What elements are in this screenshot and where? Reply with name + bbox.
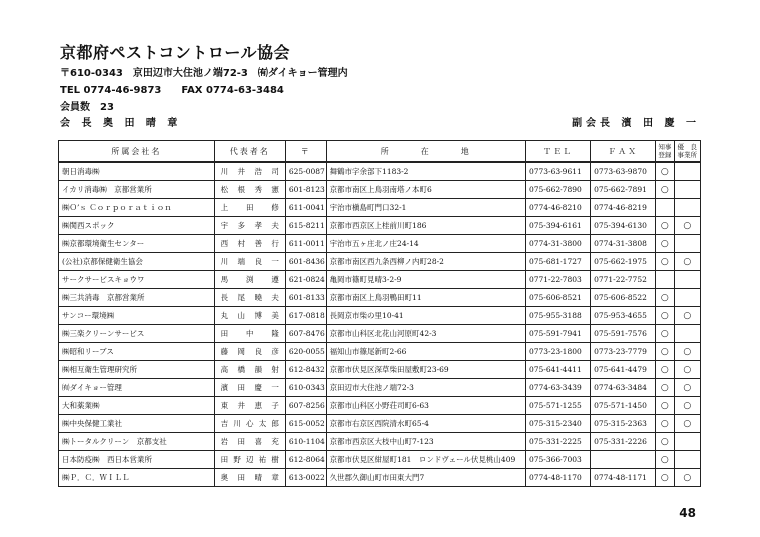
cell-pref: ○ bbox=[656, 361, 674, 379]
cell-rep: 川井浩司 bbox=[214, 162, 285, 181]
cell-fax: 0773-23-7779 bbox=[591, 343, 656, 361]
cell-pref: ○ bbox=[656, 217, 674, 235]
cell-company: 大和薬業㈱ bbox=[59, 397, 215, 415]
cell-fax: 0774-48-1171 bbox=[591, 469, 656, 487]
cell-fax: 075-591-7576 bbox=[591, 325, 656, 343]
cell-company: ㈲ダイキョー管理 bbox=[59, 379, 215, 397]
cell-rep: 田中隆 bbox=[214, 325, 285, 343]
cell-tel: 0774-48-1170 bbox=[525, 469, 590, 487]
cell-tel: 075-662-7890 bbox=[525, 181, 590, 199]
cell-zip: 601-8123 bbox=[285, 181, 326, 199]
cell-fax: 0774-46-8219 bbox=[591, 199, 656, 217]
cell-tel: 075-394-6161 bbox=[525, 217, 590, 235]
cell-pref: ○ bbox=[656, 415, 674, 433]
cell-excellent bbox=[674, 181, 701, 199]
table-row bbox=[59, 415, 701, 433]
cell-address: 宇治市槇島町門口32-1 bbox=[326, 199, 525, 217]
header-fax: ＦＡＸ bbox=[591, 141, 656, 163]
cell-tel: 075-606-8521 bbox=[525, 289, 590, 307]
cell-rep: 岩田喜充 bbox=[214, 433, 285, 451]
cell-zip: 617-0818 bbox=[285, 307, 326, 325]
table-row bbox=[59, 325, 701, 343]
cell-zip: 610-0343 bbox=[285, 379, 326, 397]
cell-rep: 丸山博美 bbox=[214, 307, 285, 325]
cell-pref: ○ bbox=[656, 235, 674, 253]
table-row bbox=[59, 235, 701, 253]
table-row bbox=[59, 217, 701, 235]
cell-pref: ○ bbox=[656, 397, 674, 415]
cell-excellent bbox=[674, 235, 701, 253]
cell-rep: 奥田晴章 bbox=[214, 469, 285, 487]
cell-company: ㈱京都環境衛生センター bbox=[59, 235, 215, 253]
cell-pref: ○ bbox=[656, 181, 674, 199]
cell-pref bbox=[656, 199, 674, 217]
cell-zip: 612-8064 bbox=[285, 451, 326, 469]
member-count: 会員数 23 bbox=[60, 102, 114, 113]
cell-address: 京都市山科区北花山河原町42-3 bbox=[326, 325, 525, 343]
table-row bbox=[59, 181, 701, 199]
page-number: 48 bbox=[679, 506, 696, 520]
chairman: 会 長 奥 田 晴 章 bbox=[60, 118, 182, 129]
cell-address: 長岡京市柴の里10-41 bbox=[326, 307, 525, 325]
cell-rep: 濱田慶一 bbox=[214, 379, 285, 397]
cell-fax: 075-953-4655 bbox=[591, 307, 656, 325]
cell-tel: 075-315-2340 bbox=[525, 415, 590, 433]
cell-fax: 075-606-8522 bbox=[591, 289, 656, 307]
cell-company: サークサービスキョウワ bbox=[59, 271, 215, 289]
cell-tel: 0774-46-8210 bbox=[525, 199, 590, 217]
cell-excellent bbox=[674, 433, 701, 451]
cell-address: 京都市南区西九条西柳ノ内町28-2 bbox=[326, 253, 525, 271]
header-company: 所属会社名 bbox=[59, 141, 215, 163]
association-tel-fax: TEL 0774-46-9873 FAX 0774-63-3484 bbox=[60, 85, 284, 96]
cell-company: ㈱関西スポック bbox=[59, 217, 215, 235]
cell-excellent: ○ bbox=[674, 217, 701, 235]
cell-zip: 613-0022 bbox=[285, 469, 326, 487]
cell-fax bbox=[591, 451, 656, 469]
cell-zip: 620-0055 bbox=[285, 343, 326, 361]
cell-pref: ○ bbox=[656, 289, 674, 307]
cell-pref: ○ bbox=[656, 307, 674, 325]
table-row bbox=[59, 433, 701, 451]
cell-tel: 0773-63-9611 bbox=[525, 162, 590, 181]
header-zip: 〒 bbox=[285, 141, 326, 163]
cell-zip: 607-8476 bbox=[285, 325, 326, 343]
cell-excellent: ○ bbox=[674, 307, 701, 325]
cell-fax: 0773-63-9870 bbox=[591, 162, 656, 181]
cell-rep: 藤岡良彦 bbox=[214, 343, 285, 361]
cell-rep: 田野辺祐樹 bbox=[214, 451, 285, 469]
cell-pref: ○ bbox=[656, 162, 674, 181]
cell-company: ㈱トータルクリーン 京都支社 bbox=[59, 433, 215, 451]
cell-fax: 075-662-7891 bbox=[591, 181, 656, 199]
cell-zip: 601-8133 bbox=[285, 289, 326, 307]
cell-company: 日本防疫㈱ 西日本営業所 bbox=[59, 451, 215, 469]
cell-zip: 621-0824 bbox=[285, 271, 326, 289]
cell-zip: 611-0041 bbox=[285, 199, 326, 217]
cell-company: ㈱Ｏ’ｓ Ｃｏｒｐｏｒａｔｉｏｎ bbox=[59, 199, 215, 217]
cell-fax: 0771-22-7752 bbox=[591, 271, 656, 289]
cell-address: 京都市伏見区深草柴田屋敷町23-69 bbox=[326, 361, 525, 379]
cell-rep: 馬渕遵 bbox=[214, 271, 285, 289]
cell-company: 朝日消毒㈱ bbox=[59, 162, 215, 181]
vice-chairman: 副会長 濱 田 慶 一 bbox=[572, 118, 700, 129]
table-row bbox=[59, 307, 701, 325]
header-excellent-business: 優 良事業所 bbox=[674, 141, 701, 163]
cell-tel: 0773-23-1800 bbox=[525, 343, 590, 361]
header-rep: 代表者名 bbox=[214, 141, 285, 163]
cell-zip: 615-8211 bbox=[285, 217, 326, 235]
table-header-row bbox=[59, 141, 701, 163]
cell-address: 舞鶴市字余部下1183-2 bbox=[326, 162, 525, 181]
cell-fax: 0774-31-3808 bbox=[591, 235, 656, 253]
cell-zip: 615-0052 bbox=[285, 415, 326, 433]
cell-address: 京都市南区上鳥羽南塔ノ本町6 bbox=[326, 181, 525, 199]
cell-pref: ○ bbox=[656, 253, 674, 271]
table-row bbox=[59, 271, 701, 289]
cell-company: ㈱三共消毒 京都営業所 bbox=[59, 289, 215, 307]
header-address: 所 在 地 bbox=[326, 141, 525, 163]
cell-zip: 610-1104 bbox=[285, 433, 326, 451]
cell-address: 京都市西京区大枝中山町7-123 bbox=[326, 433, 525, 451]
table-row bbox=[59, 361, 701, 379]
cell-rep: 西村善行 bbox=[214, 235, 285, 253]
cell-zip: 611-0011 bbox=[285, 235, 326, 253]
table-row bbox=[59, 343, 701, 361]
cell-rep: 松根秀憲 bbox=[214, 181, 285, 199]
cell-excellent bbox=[674, 162, 701, 181]
page-title: 京都府ペストコントロール協会 bbox=[60, 43, 291, 62]
table-row bbox=[59, 451, 701, 469]
cell-fax: 075-641-4479 bbox=[591, 361, 656, 379]
cell-zip: 625-0087 bbox=[285, 162, 326, 181]
cell-address: 京都市南区上鳥羽鴨田町11 bbox=[326, 289, 525, 307]
table-row bbox=[59, 469, 701, 487]
cell-fax: 075-331-2226 bbox=[591, 433, 656, 451]
cell-excellent: ○ bbox=[674, 361, 701, 379]
cell-address: 亀岡市篠町見晴3-2-9 bbox=[326, 271, 525, 289]
cell-address: 福知山市篠尾新町2-66 bbox=[326, 343, 525, 361]
header-tel: ＴＥＬ bbox=[525, 141, 590, 163]
cell-excellent: ○ bbox=[674, 397, 701, 415]
cell-fax: 075-571-1450 bbox=[591, 397, 656, 415]
cell-excellent: ○ bbox=[674, 415, 701, 433]
cell-company: イカリ消毒㈱ 京都営業所 bbox=[59, 181, 215, 199]
association-address: 〒610-0343 京田辺市大住池ノ端72-3 ㈲ダイキョー管理内 bbox=[60, 68, 348, 79]
cell-address: 京都市右京区西院清水町65-4 bbox=[326, 415, 525, 433]
table-row bbox=[59, 253, 701, 271]
cell-excellent: ○ bbox=[674, 469, 701, 487]
cell-tel: 075-641-4411 bbox=[525, 361, 590, 379]
cell-excellent: ○ bbox=[674, 379, 701, 397]
cell-tel: 075-331-2225 bbox=[525, 433, 590, 451]
cell-excellent: ○ bbox=[674, 253, 701, 271]
cell-rep: 宇多孝夫 bbox=[214, 217, 285, 235]
cell-tel: 075-591-7941 bbox=[525, 325, 590, 343]
cell-pref: ○ bbox=[656, 325, 674, 343]
cell-pref bbox=[656, 271, 674, 289]
cell-company: サンコー環境㈱ bbox=[59, 307, 215, 325]
cell-excellent: ○ bbox=[674, 343, 701, 361]
cell-rep: 東井恵子 bbox=[214, 397, 285, 415]
cell-rep: 高橋韻射 bbox=[214, 361, 285, 379]
cell-rep: 川端良一 bbox=[214, 253, 285, 271]
table-row bbox=[59, 162, 701, 181]
cell-zip: 607-8256 bbox=[285, 397, 326, 415]
cell-address: 京都市伏見区紺屋町181 ロンドヴェール伏見桃山409 bbox=[326, 451, 525, 469]
cell-pref: ○ bbox=[656, 451, 674, 469]
cell-tel: 0774-63-3439 bbox=[525, 379, 590, 397]
table-row bbox=[59, 199, 701, 217]
cell-excellent bbox=[674, 289, 701, 307]
cell-excellent bbox=[674, 325, 701, 343]
cell-company: ㈱中央保健工業社 bbox=[59, 415, 215, 433]
cell-fax: 075-315-2363 bbox=[591, 415, 656, 433]
cell-address: 宇治市五ヶ庄北ノ庄24-14 bbox=[326, 235, 525, 253]
cell-fax: 075-394-6130 bbox=[591, 217, 656, 235]
cell-address: 京都市山科区小野荘司町6-63 bbox=[326, 397, 525, 415]
header-pref-registered: 知事登録 bbox=[656, 141, 674, 163]
cell-tel: 075-571-1255 bbox=[525, 397, 590, 415]
cell-zip: 601-8436 bbox=[285, 253, 326, 271]
cell-tel: 0774-31-3800 bbox=[525, 235, 590, 253]
cell-pref: ○ bbox=[656, 379, 674, 397]
cell-fax: 0774-63-3484 bbox=[591, 379, 656, 397]
cell-pref: ○ bbox=[656, 343, 674, 361]
cell-address: 京都市西京区上桂前川町186 bbox=[326, 217, 525, 235]
cell-company: ㈱昭和リーブス bbox=[59, 343, 215, 361]
cell-rep: 吉川心太郎 bbox=[214, 415, 285, 433]
table-row bbox=[59, 289, 701, 307]
cell-company: ㈱相互衛生管理研究所 bbox=[59, 361, 215, 379]
cell-rep: 上田修 bbox=[214, 199, 285, 217]
cell-company: (公社)京都保健衛生協会 bbox=[59, 253, 215, 271]
cell-pref: ○ bbox=[656, 433, 674, 451]
cell-rep: 長尾曉夫 bbox=[214, 289, 285, 307]
cell-address: 久世郡久御山町市田東大門7 bbox=[326, 469, 525, 487]
cell-fax: 075-662-1975 bbox=[591, 253, 656, 271]
cell-excellent bbox=[674, 199, 701, 217]
cell-pref: ○ bbox=[656, 469, 674, 487]
cell-tel: 0771-22-7803 bbox=[525, 271, 590, 289]
table-row bbox=[59, 397, 701, 415]
cell-tel: 075-955-3188 bbox=[525, 307, 590, 325]
table-row bbox=[59, 379, 701, 397]
cell-company: ㈱三楽クリーンサービス bbox=[59, 325, 215, 343]
member-table bbox=[58, 140, 701, 487]
cell-zip: 612-8432 bbox=[285, 361, 326, 379]
cell-excellent bbox=[674, 271, 701, 289]
cell-excellent bbox=[674, 451, 701, 469]
cell-tel: 075-366-7003 bbox=[525, 451, 590, 469]
cell-tel: 075-681-1727 bbox=[525, 253, 590, 271]
cell-company: ㈱Ｐ．Ｃ．ＷＩＬＬ bbox=[59, 469, 215, 487]
cell-address: 京田辺市大住池ノ端72-3 bbox=[326, 379, 525, 397]
